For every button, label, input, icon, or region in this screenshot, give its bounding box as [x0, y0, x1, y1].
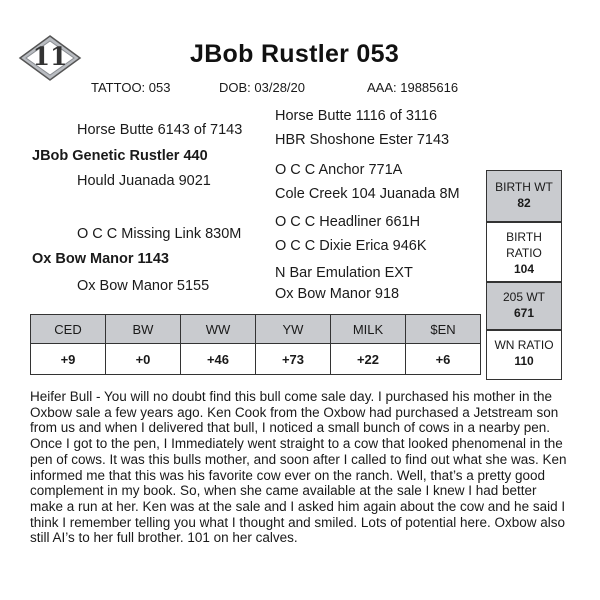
pedigree-dam-sire-sire: O C C Headliner 661H	[275, 214, 421, 230]
pedigree-dam-dam-dam: Ox Bow Manor 918	[275, 286, 400, 302]
animal-name: JBob Rustler 053	[190, 40, 400, 68]
lot-badge	[18, 34, 82, 82]
epd-header-ww: WW	[181, 315, 256, 344]
pedigree-sire: JBob Genetic Rustler 440	[32, 148, 208, 164]
epd-header-yw: YW	[256, 315, 331, 344]
pedigree-dam-sire-dam: O C C Dixie Erica 946K	[275, 238, 427, 254]
pedigree-dam-dam-sire: N Bar Emulation EXT	[275, 265, 413, 281]
pedigree-sire-sire-dam: HBR Shoshone Ester 7143	[275, 132, 450, 148]
epd-value-ww: +46	[181, 344, 256, 375]
weaning-ratio-label: WN RATIO	[494, 338, 554, 352]
dob: DOB: 03/28/20	[219, 80, 305, 95]
pedigree-dam-dam: Ox Bow Manor 5155	[77, 278, 210, 294]
pedigree-sire-sire-sire: Horse Butte 1116 of 3116	[275, 108, 438, 124]
epd-header-en: $EN	[406, 315, 481, 344]
epd-table	[30, 314, 481, 375]
epd-header-bw: BW	[106, 315, 181, 344]
birth-weight-box	[486, 170, 562, 222]
epd-value-ced: +9	[31, 344, 106, 375]
pedigree-sire-dam-dam: Cole Creek 104 Juanada 8M	[275, 186, 460, 202]
weaning-ratio-box	[486, 330, 562, 380]
weaning-weight-box	[486, 282, 562, 330]
birth-weight-label: BIRTH WT	[495, 180, 553, 194]
epd-value-en: +6	[406, 344, 481, 375]
weaning-weight-value: 671	[513, 306, 535, 320]
weaning-weight-label: 205 WT	[502, 290, 545, 304]
birth-ratio-value: 104	[513, 262, 535, 276]
epd-header-ced: CED	[31, 315, 106, 344]
epd-value-milk: +22	[331, 344, 406, 375]
birth-ratio-label-1: BIRTH	[506, 230, 542, 244]
epd-value-yw: +73	[256, 344, 331, 375]
lot-description: Heifer Bull - You will no doubt find this bull come sale day. I purchased his mother in the Oxbow sale a few years ago. Ken Cook from the Oxbow had purchased a Jetstream son from us and when I delivered that bull, I noticed a small bunch of cows in a nearby pen. Once I got to the pen, I Immediately went straight to a cow that looked phenomenal in the pen of cows. It was this bulls mother, and soon after I called to find out what she was. Ken informed me that this was his favorite cow ever on the ranch. Well, that’s a pretty good complement in my book. So, when she came available at the sale I knew I had better make a run at her. Ken was at the sale and I asked him again about the cow and he said I think I remember telling you what I thought and smiled. Lots of potential here. Oxbow also still AI’s to her full brother. 101 on her calves.	[30, 389, 567, 546]
epd-header-row	[31, 315, 481, 344]
weaning-ratio-value: 110	[514, 354, 534, 368]
aaa-number: AAA: 19885616	[367, 80, 459, 95]
pedigree-dam: Ox Bow Manor 1143	[32, 251, 169, 267]
lot-number: 11	[32, 42, 68, 71]
pedigree-sire-dam-sire: O C C Anchor 771A	[275, 162, 403, 178]
epd-header-milk: MILK	[331, 315, 406, 344]
birth-ratio-label-2: RATIO	[506, 246, 542, 260]
epd-value-row	[31, 344, 481, 375]
pedigree-sire-dam: Hould Juanada 9021	[77, 173, 211, 189]
birth-weight-value: 82	[517, 196, 531, 210]
epd-value-bw: +0	[106, 344, 181, 375]
pedigree-dam-sire: O C C Missing Link 830M	[77, 226, 242, 242]
pedigree-sire-sire: Horse Butte 6143 of 7143	[77, 122, 243, 138]
birth-ratio-box	[486, 222, 562, 282]
tattoo: TATTOO: 053	[91, 80, 171, 95]
